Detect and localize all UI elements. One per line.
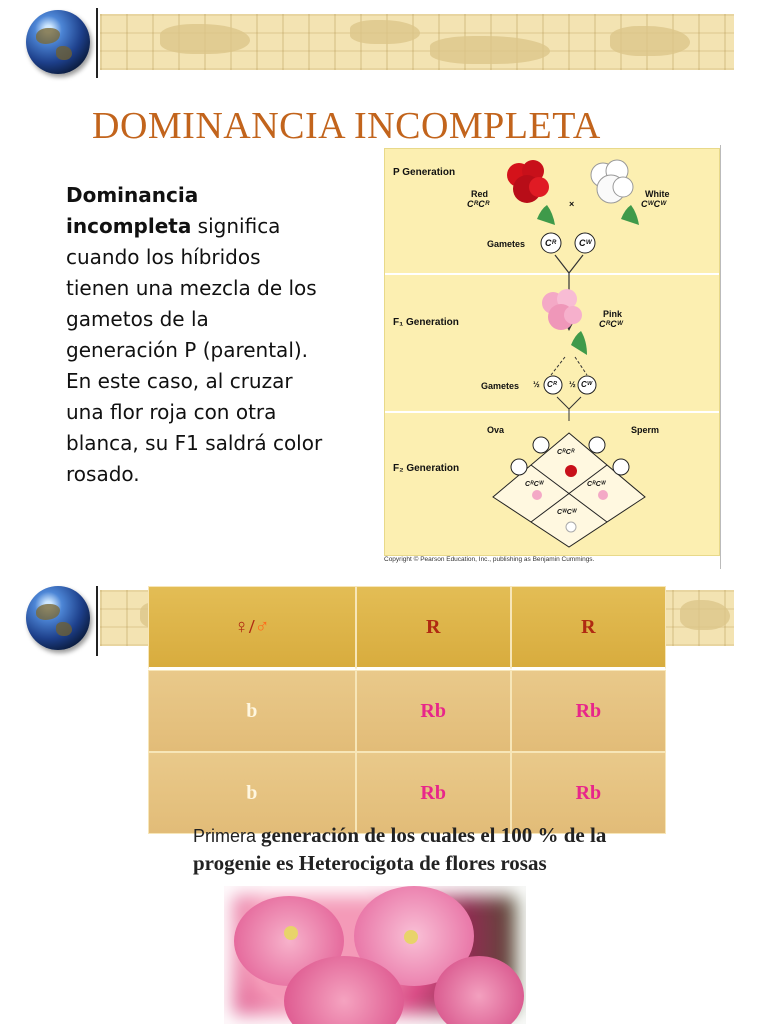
ova-label: Ova [487,425,505,435]
result-caption [193,822,663,877]
half-label-2: ½ [569,380,576,389]
red-label: Red [471,189,489,199]
punnett-header-row [148,586,666,670]
caption-text: generación de los cuales el 100 % de la progenie es Heterocigota de flores rosas [193,823,607,875]
half-label-1: ½ [533,380,540,389]
pink-flower-icon [535,287,595,357]
world-map-banner-top [100,14,734,70]
header-allele-2: R [511,586,666,670]
f2-cell-rw-right: CᴿCᵂ [587,481,606,488]
header-divider-2 [96,586,98,656]
slide-title: DOMINANCIA INCOMPLETA [92,105,601,147]
row-allele-2: b [148,752,356,834]
white-label: White [645,189,670,199]
f2-cell-rw-left: CᴿCᵂ [525,481,544,488]
cell-1-1: Rb [356,670,511,752]
white-flower-icon [581,157,651,227]
gamete-w: Cᵂ [579,238,592,248]
definition-text: significa cuando los híbridos tienen una mezcla de los gametos de la generación P (parental). [66,214,317,362]
header-divider [96,8,98,78]
f2-punnett-diamond [485,431,665,551]
sperm-label: Sperm [631,425,660,435]
sex-symbols-cell [148,586,356,670]
caption-lead: Primera [193,826,262,846]
red-flower-icon [497,157,567,227]
pink-roses-photo [224,886,526,1024]
definition-paragraph [66,180,326,490]
f2-cell-ww: CᵂCᵂ [557,509,577,516]
cell-2-2: Rb [511,752,666,834]
f1-gamete-arrows [531,355,611,425]
genetics-cross-figure [384,148,720,556]
definition-term: Dominancia incompleta [66,183,199,238]
globe-icon [26,10,90,74]
gamete-r: Cᴿ [545,238,557,248]
p-generation-label: P Generation [393,167,456,178]
female-symbol: ♀ [234,615,249,638]
figure-copyright: Copyright © Pearson Education, Inc., publishing as Benjamin Cummings. [384,556,595,563]
cell-1-2: Rb [511,670,666,752]
f2-generation-label: F₂ Generation [393,463,460,474]
pink-label: Pink [603,309,623,319]
pink-genotype: CᴿCᵂ [599,319,623,329]
red-genotype: CᴿCᴿ [467,199,490,209]
gametes-label: Gametes [487,239,526,249]
example-text: En este caso, al cruzar una flor roja con otra blanca, su F1 saldrá color rosado. [66,369,323,486]
figure-border-line [720,145,721,569]
white-genotype: CᵂCᵂ [641,199,667,209]
f1-gamete-w: Cᵂ [581,380,593,389]
f1-gametes-label: Gametes [481,381,520,391]
punnett-table [148,586,666,834]
globe-icon-2 [26,586,90,650]
male-symbol: ♂ [254,615,270,638]
symbol-separator: / [249,615,255,638]
punnett-row-1 [148,670,666,752]
header-allele-1: R [356,586,511,670]
cross-symbol: × [569,199,575,209]
cell-2-1: Rb [356,752,511,834]
f2-cell-rr: CᴿCᴿ [557,449,575,456]
f1-gamete-r: Cᴿ [547,380,558,389]
f1-generation-label: F₁ Generation [393,317,459,328]
row-allele-1: b [148,670,356,752]
